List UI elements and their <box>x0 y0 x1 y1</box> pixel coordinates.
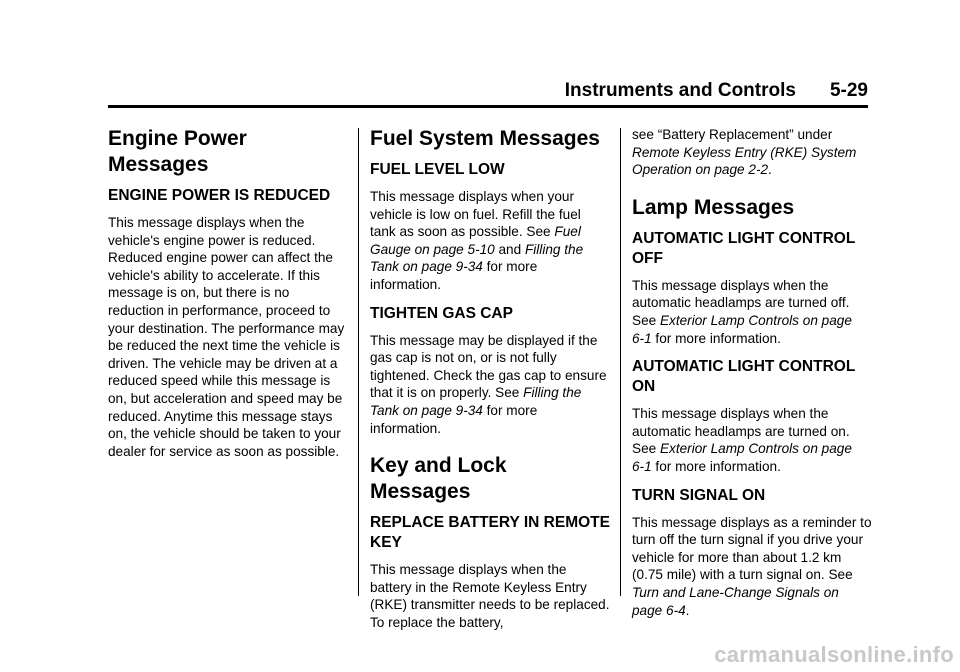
exterior-lamp-ref: Exterior Lamp Controls on page 6‑1 <box>632 441 852 474</box>
filling-tank-ref: Filling the Tank on page 9‑34 <box>370 385 582 418</box>
page-header <box>565 80 868 102</box>
engine-power-heading: Engine Power Messages <box>108 127 247 176</box>
fuel-gauge-ref: Fuel Gauge on page 5‑10 <box>370 224 581 257</box>
replace-battery-body: This message displays when the battery in the Remote Keyless Entry (RKE) transmitter needs to be replaced. To replace the battery, <box>370 562 610 630</box>
auto-light-on-body: This message displays when the automatic headlamps are turned on. See Exterior Lamp Controls on page 6‑1 for more information. <box>632 406 852 474</box>
column-3 <box>632 126 872 619</box>
page-number: 5-29 <box>829 80 868 101</box>
column-1 <box>108 126 348 460</box>
engine-power-reduced-subheading: ENGINE POWER IS REDUCED <box>108 187 331 204</box>
section-title: Instruments and Controls <box>564 80 796 101</box>
column-2 <box>370 126 610 632</box>
turn-signal-body: This message displays as a reminder to turn off the turn signal if you drive your vehicle for more than about 1.2 km (0.75 mile) with a turn signal on. See Turn and Lane‑Change Signals on page 6‑4. <box>632 514 872 618</box>
tighten-gas-cap-subheading: TIGHTEN GAS CAP <box>370 304 513 322</box>
filling-tank-ref: Filling the Tank on page 9‑34 <box>370 241 584 275</box>
battery-continuation: see “Battery Replacement” under Remote Keyless Entry (RKE) System Operation on page 2‑2. <box>632 127 857 178</box>
rke-ref: Remote Keyless Entry (RKE) System Operation on page 2‑2 <box>632 144 857 178</box>
key-lock-heading: Key and Lock Messages <box>370 454 507 504</box>
header-rule <box>108 105 868 108</box>
column-divider <box>358 128 359 596</box>
auto-light-on-subheading: AUTOMATIC LIGHT CONTROL ON <box>632 358 856 396</box>
fuel-system-heading: Fuel System Messages <box>370 127 600 150</box>
fuel-level-low-subheading: FUEL LEVEL LOW <box>370 161 505 178</box>
column-divider <box>620 128 621 596</box>
replace-battery-subheading: REPLACE BATTERY IN REMOTE KEY <box>370 514 610 552</box>
turn-signal-ref: Turn and Lane‑Change Signals on page 6‑4 <box>632 584 839 618</box>
auto-light-off-subheading: AUTOMATIC LIGHT CONTROL OFF <box>632 229 856 267</box>
tighten-gas-cap-body: This message may be displayed if the gas cap is not on, or is not fully tightened. Check the gas cap to ensure that it is on properly. See Filling the Tank on page 9‑34 for more information. <box>370 332 607 436</box>
fuel-level-low-body: This message displays when your vehicle is low on fuel. Refill the fuel tank as soon as possible. See Fuel Gauge on page 5‑10 and Filling the Tank on page 9‑34 for more information. <box>370 189 584 292</box>
auto-light-off-body: This message displays when the automatic headlamps are turned off. See Exterior Lamp Controls on page 6‑1 for more information. <box>632 277 852 346</box>
engine-power-body: This message displays when the vehicle's engine power is reduced. Reduced engine power can affect the vehicle's ability to accelerate. If this message is on, but there is no reduction in performance, proceed to your destination. The performance may be reduced the next time the vehicle is driven. The vehicle may be driven at a reduced speed while this message is on, but acceleration and speed may be reduced. Anytime this message stays on, the vehicle should be taken to your dealer for service as soon as possible. <box>108 215 345 459</box>
turn-signal-subheading: TURN SIGNAL ON <box>632 486 766 504</box>
lamp-messages-heading: Lamp Messages <box>632 195 795 219</box>
watermark: carmanualsonline.info <box>714 642 954 667</box>
exterior-lamp-ref: Exterior Lamp Controls on page 6‑1 <box>632 312 852 346</box>
